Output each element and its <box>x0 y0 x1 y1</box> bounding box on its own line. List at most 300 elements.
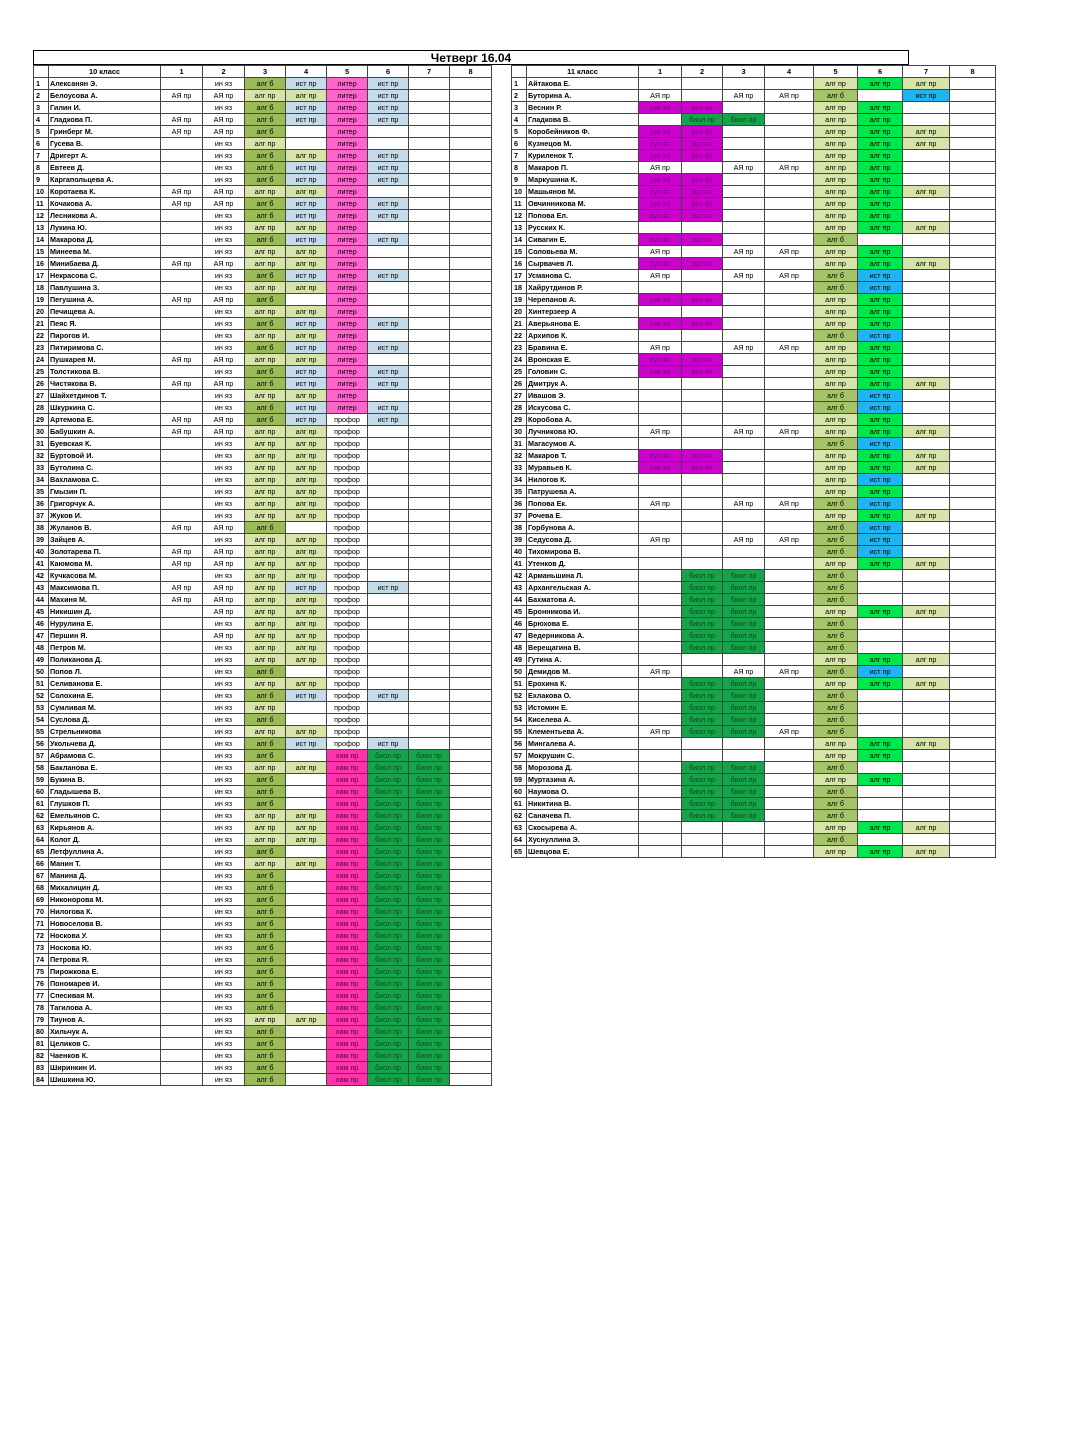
lesson-cell: алг пр <box>858 774 903 786</box>
table-row <box>512 210 996 222</box>
row-number: 25 <box>34 366 49 378</box>
row-number: 48 <box>34 642 49 654</box>
lesson-cell: биол пр <box>409 750 450 762</box>
lesson-cell: алг пр <box>245 246 286 258</box>
period-header: 5 <box>814 66 858 78</box>
lesson-cell: рус яз <box>682 258 723 270</box>
lesson-cell: АЯ пр <box>203 546 245 558</box>
student-name: Петров М. <box>49 642 161 654</box>
lesson-cell: алг пр <box>814 678 858 690</box>
lesson-cell <box>450 150 492 162</box>
lesson-cell: АЯ пр <box>723 666 765 678</box>
table-row <box>512 390 996 402</box>
table-row <box>512 582 996 594</box>
period-header: 1 <box>161 66 203 78</box>
lesson-cell <box>903 618 950 630</box>
lesson-cell <box>903 762 950 774</box>
table-row <box>512 486 996 498</box>
lesson-cell <box>639 222 682 234</box>
lesson-cell <box>723 102 765 114</box>
lesson-cell <box>409 414 450 426</box>
lesson-cell <box>450 450 492 462</box>
lesson-cell: АЯ пр <box>203 354 245 366</box>
lesson-cell <box>903 330 950 342</box>
lesson-cell: алг б <box>245 234 286 246</box>
lesson-cell <box>903 642 950 654</box>
lesson-cell <box>723 150 765 162</box>
lesson-cell: АЯ пр <box>161 558 203 570</box>
student-name: Искусова С. <box>527 402 639 414</box>
lesson-cell: алг пр <box>286 546 327 558</box>
lesson-cell <box>950 474 996 486</box>
lesson-cell: АЯ пр <box>161 522 203 534</box>
lesson-cell <box>765 582 814 594</box>
row-number: 22 <box>34 330 49 342</box>
lesson-cell: биол пр <box>409 822 450 834</box>
lesson-cell: ин яз <box>203 210 245 222</box>
lesson-cell <box>368 642 409 654</box>
table-row <box>34 486 492 498</box>
lesson-cell <box>450 642 492 654</box>
lesson-cell: алг пр <box>814 750 858 762</box>
lesson-cell: ист пр <box>903 90 950 102</box>
lesson-cell: ин яз <box>203 450 245 462</box>
lesson-cell: ин яз <box>203 486 245 498</box>
row-number: 46 <box>512 618 527 630</box>
lesson-cell <box>161 246 203 258</box>
lesson-cell <box>161 222 203 234</box>
lesson-cell <box>409 402 450 414</box>
row-number: 64 <box>512 834 527 846</box>
lesson-cell: биол пр <box>368 882 409 894</box>
lesson-cell <box>903 294 950 306</box>
row-number: 83 <box>34 1062 49 1074</box>
lesson-cell <box>950 798 996 810</box>
lesson-cell <box>765 570 814 582</box>
row-number: 44 <box>512 594 527 606</box>
lesson-cell: ин яз <box>203 618 245 630</box>
lesson-cell: алг пр <box>903 462 950 474</box>
lesson-cell <box>450 702 492 714</box>
row-number: 78 <box>34 1002 49 1014</box>
student-name: Арманьшина Л. <box>527 570 639 582</box>
lesson-cell: алг пр <box>245 594 286 606</box>
lesson-cell: ин яз <box>203 534 245 546</box>
lesson-cell <box>950 138 996 150</box>
lesson-cell: ин яз <box>203 150 245 162</box>
lesson-cell <box>368 246 409 258</box>
student-name: Клементьева А. <box>527 726 639 738</box>
student-name: Солохина Е. <box>49 690 161 702</box>
lesson-cell <box>450 786 492 798</box>
lesson-cell: алг пр <box>858 126 903 138</box>
student-name: Чистякова В. <box>49 378 161 390</box>
student-name: Жуланов В. <box>49 522 161 534</box>
lesson-cell: алг б <box>245 954 286 966</box>
lesson-cell <box>765 546 814 558</box>
lesson-cell: алг пр <box>245 618 286 630</box>
row-number: 13 <box>512 222 527 234</box>
lesson-cell <box>950 162 996 174</box>
lesson-cell: биол пр <box>723 642 765 654</box>
row-number: 10 <box>512 186 527 198</box>
student-name: Скосырева А. <box>527 822 639 834</box>
table-row <box>512 426 996 438</box>
student-name: Манин Т. <box>49 858 161 870</box>
lesson-cell: алг пр <box>814 342 858 354</box>
lesson-cell: АЯ пр <box>765 90 814 102</box>
lesson-cell: ист пр <box>368 582 409 594</box>
lesson-cell: алг б <box>245 966 286 978</box>
student-name: Ширинкин И. <box>49 1062 161 1074</box>
table-row <box>34 942 492 954</box>
table-row <box>512 786 996 798</box>
lesson-cell <box>161 618 203 630</box>
student-name: Пегушина А. <box>49 294 161 306</box>
lesson-cell: алг пр <box>814 426 858 438</box>
table-row <box>34 966 492 978</box>
lesson-cell: биол пр <box>409 1074 450 1086</box>
lesson-cell <box>639 810 682 822</box>
lesson-cell: алг пр <box>858 414 903 426</box>
lesson-cell: алг пр <box>245 390 286 402</box>
lesson-cell: биол пр <box>682 810 723 822</box>
row-number: 5 <box>512 126 527 138</box>
lesson-cell <box>950 78 996 90</box>
lesson-cell: алг пр <box>286 858 327 870</box>
row-number: 7 <box>512 150 527 162</box>
table-10-class <box>33 65 492 1086</box>
lesson-cell <box>161 870 203 882</box>
lesson-cell <box>858 618 903 630</box>
lesson-cell: алг б <box>245 78 286 90</box>
lesson-cell: алг пр <box>245 462 286 474</box>
lesson-cell: литер <box>327 102 368 114</box>
lesson-cell <box>723 210 765 222</box>
lesson-cell <box>450 138 492 150</box>
lesson-cell: ин яз <box>203 462 245 474</box>
lesson-cell: алг пр <box>858 306 903 318</box>
lesson-cell: алг б <box>245 918 286 930</box>
lesson-cell <box>639 378 682 390</box>
table-row <box>34 174 492 186</box>
lesson-cell <box>639 558 682 570</box>
lesson-cell: алг пр <box>858 378 903 390</box>
lesson-cell <box>765 306 814 318</box>
lesson-cell: алг пр <box>858 258 903 270</box>
lesson-cell: АЯ пр <box>723 162 765 174</box>
student-name: Шайхетдинов Т. <box>49 390 161 402</box>
lesson-cell <box>450 882 492 894</box>
lesson-cell: литер <box>327 354 368 366</box>
lesson-cell <box>682 342 723 354</box>
table-11-class <box>511 65 996 858</box>
table-row <box>512 498 996 510</box>
lesson-cell <box>450 198 492 210</box>
lesson-cell: рус яз <box>682 462 723 474</box>
lesson-cell: АЯ пр <box>639 534 682 546</box>
lesson-cell: ин яз <box>203 834 245 846</box>
row-number: 71 <box>34 918 49 930</box>
table-row <box>512 666 996 678</box>
lesson-cell <box>450 858 492 870</box>
lesson-cell: ин яз <box>203 810 245 822</box>
lesson-cell: хим пр <box>327 822 368 834</box>
lesson-cell: ин яз <box>203 954 245 966</box>
lesson-cell <box>950 186 996 198</box>
student-name: Минеева М. <box>49 246 161 258</box>
header-num <box>34 66 49 78</box>
lesson-cell <box>765 786 814 798</box>
lesson-cell <box>723 846 765 858</box>
student-name: Седусова Д. <box>527 534 639 546</box>
lesson-cell <box>858 786 903 798</box>
lesson-cell <box>639 738 682 750</box>
lesson-cell <box>723 174 765 186</box>
student-name: Кочакова А. <box>49 198 161 210</box>
lesson-cell: биол пр <box>409 762 450 774</box>
student-name: Целиков С. <box>49 1038 161 1050</box>
lesson-cell <box>450 798 492 810</box>
table-row <box>34 1050 492 1062</box>
student-name: Першин Я. <box>49 630 161 642</box>
lesson-cell: алг пр <box>286 150 327 162</box>
student-name: Гилин И. <box>49 102 161 114</box>
lesson-cell <box>409 198 450 210</box>
row-number: 5 <box>34 126 49 138</box>
table-row <box>34 474 492 486</box>
lesson-cell: ин яз <box>203 234 245 246</box>
lesson-cell: рус яз <box>639 318 682 330</box>
lesson-cell <box>682 486 723 498</box>
period-header: 7 <box>409 66 450 78</box>
student-name: Каргапольцева А. <box>49 174 161 186</box>
lesson-cell <box>409 366 450 378</box>
student-name: Архангельская А. <box>527 582 639 594</box>
student-name: Брюхова Е. <box>527 618 639 630</box>
lesson-cell: алг пр <box>286 426 327 438</box>
table-row <box>512 678 996 690</box>
lesson-cell <box>903 486 950 498</box>
lesson-cell <box>682 246 723 258</box>
lesson-cell <box>161 606 203 618</box>
lesson-cell: АЯ пр <box>203 294 245 306</box>
lesson-cell <box>161 642 203 654</box>
table-row <box>34 234 492 246</box>
lesson-cell <box>950 822 996 834</box>
lesson-cell: профор <box>327 690 368 702</box>
lesson-cell <box>723 78 765 90</box>
lesson-cell: АЯ пр <box>203 606 245 618</box>
lesson-cell: алг пр <box>858 210 903 222</box>
lesson-cell <box>450 726 492 738</box>
lesson-cell: АЯ пр <box>161 198 203 210</box>
lesson-cell: АЯ пр <box>161 258 203 270</box>
lesson-cell: алг пр <box>814 222 858 234</box>
lesson-cell <box>765 210 814 222</box>
lesson-cell: рус яз <box>682 318 723 330</box>
lesson-cell <box>903 162 950 174</box>
lesson-cell: алг б <box>814 282 858 294</box>
lesson-cell: ист пр <box>368 738 409 750</box>
student-name: Глушков П. <box>49 798 161 810</box>
lesson-cell: алг б <box>814 726 858 738</box>
student-name: Патрушева А. <box>527 486 639 498</box>
lesson-cell: алг пр <box>286 474 327 486</box>
lesson-cell: алг пр <box>814 198 858 210</box>
row-number: 53 <box>34 702 49 714</box>
lesson-cell: ин яз <box>203 510 245 522</box>
lesson-cell: алг пр <box>245 1014 286 1026</box>
lesson-cell: алг б <box>245 174 286 186</box>
lesson-cell <box>161 930 203 942</box>
row-number: 4 <box>512 114 527 126</box>
row-number: 15 <box>34 246 49 258</box>
lesson-cell: биол пр <box>723 618 765 630</box>
lesson-cell <box>682 846 723 858</box>
table-row <box>512 306 996 318</box>
lesson-cell: алг б <box>245 738 286 750</box>
lesson-cell <box>450 846 492 858</box>
row-number: 20 <box>34 306 49 318</box>
lesson-cell <box>409 690 450 702</box>
lesson-cell: профор <box>327 522 368 534</box>
lesson-cell <box>409 390 450 402</box>
lesson-cell: ист пр <box>858 546 903 558</box>
lesson-cell <box>450 402 492 414</box>
lesson-cell: алг пр <box>286 498 327 510</box>
lesson-cell <box>161 738 203 750</box>
table-row <box>34 978 492 990</box>
table-row <box>34 198 492 210</box>
row-number: 9 <box>34 174 49 186</box>
row-number: 65 <box>512 846 527 858</box>
table-row <box>512 702 996 714</box>
lesson-cell: ин яз <box>203 570 245 582</box>
table-row <box>512 330 996 342</box>
lesson-cell <box>765 654 814 666</box>
lesson-cell: АЯ пр <box>723 498 765 510</box>
lesson-cell: алг пр <box>858 114 903 126</box>
row-number: 13 <box>34 222 49 234</box>
lesson-cell <box>161 498 203 510</box>
lesson-cell: биол пр <box>723 630 765 642</box>
lesson-cell <box>450 606 492 618</box>
lesson-cell <box>161 102 203 114</box>
lesson-cell <box>765 846 814 858</box>
lesson-cell <box>723 750 765 762</box>
lesson-cell: ист пр <box>286 78 327 90</box>
lesson-cell <box>903 534 950 546</box>
lesson-cell: алг б <box>245 882 286 894</box>
table-row <box>512 534 996 546</box>
student-name: Хайрутдинов Р. <box>527 282 639 294</box>
lesson-cell <box>723 222 765 234</box>
lesson-cell <box>765 510 814 522</box>
lesson-cell: ин яз <box>203 342 245 354</box>
table-row <box>34 438 492 450</box>
lesson-cell: АЯ пр <box>765 246 814 258</box>
row-number: 27 <box>34 390 49 402</box>
lesson-cell <box>409 354 450 366</box>
lesson-cell <box>450 942 492 954</box>
lesson-cell: биол пр <box>682 582 723 594</box>
class-label: 11 класс <box>527 66 639 78</box>
lesson-cell <box>409 438 450 450</box>
lesson-cell: ин яз <box>203 666 245 678</box>
lesson-cell <box>950 834 996 846</box>
lesson-cell <box>368 606 409 618</box>
row-number: 18 <box>34 282 49 294</box>
table-row <box>512 462 996 474</box>
lesson-cell: ин яз <box>203 642 245 654</box>
lesson-cell: АЯ пр <box>203 414 245 426</box>
lesson-cell <box>903 114 950 126</box>
student-name: Рочева Е. <box>527 510 639 522</box>
lesson-cell <box>450 414 492 426</box>
lesson-cell: алг пр <box>245 258 286 270</box>
lesson-cell: алг б <box>814 690 858 702</box>
lesson-cell <box>450 282 492 294</box>
period-header: 6 <box>858 66 903 78</box>
lesson-cell: алг б <box>814 522 858 534</box>
lesson-cell: рус яз <box>682 294 723 306</box>
lesson-cell: рус яз <box>639 294 682 306</box>
lesson-cell <box>723 486 765 498</box>
lesson-cell: рус яз <box>639 150 682 162</box>
student-name: Гутина А. <box>527 654 639 666</box>
lesson-cell: алг пр <box>858 198 903 210</box>
lesson-cell: алг пр <box>903 738 950 750</box>
lesson-cell: биол пр <box>409 834 450 846</box>
period-header: 1 <box>639 66 682 78</box>
table-row <box>34 606 492 618</box>
lesson-cell: алг пр <box>286 306 327 318</box>
lesson-cell: биол пр <box>682 618 723 630</box>
lesson-cell: алг б <box>245 162 286 174</box>
student-name: Печищева А. <box>49 306 161 318</box>
lesson-cell: алг пр <box>858 150 903 162</box>
lesson-cell <box>368 438 409 450</box>
lesson-cell <box>161 1002 203 1014</box>
row-number: 2 <box>34 90 49 102</box>
student-name: Гладышева В. <box>49 786 161 798</box>
student-name: Зайцев А. <box>49 534 161 546</box>
table-row <box>512 186 996 198</box>
student-name: Поликанова Д. <box>49 654 161 666</box>
student-name: Нилогов К. <box>527 474 639 486</box>
lesson-cell <box>765 822 814 834</box>
lesson-cell <box>161 630 203 642</box>
lesson-cell <box>903 246 950 258</box>
lesson-cell <box>161 510 203 522</box>
student-name: Стрельникова <box>49 726 161 738</box>
lesson-cell <box>765 798 814 810</box>
student-name: Вронская Е. <box>527 354 639 366</box>
lesson-cell: алг б <box>245 342 286 354</box>
row-number: 59 <box>34 774 49 786</box>
table-row <box>512 246 996 258</box>
student-name: Евтеев Д. <box>49 162 161 174</box>
table-row <box>34 78 492 90</box>
lesson-cell: рус яз <box>682 198 723 210</box>
lesson-cell <box>450 306 492 318</box>
lesson-cell <box>639 306 682 318</box>
lesson-cell: алг б <box>814 234 858 246</box>
lesson-cell <box>903 390 950 402</box>
lesson-cell <box>765 750 814 762</box>
lesson-cell <box>409 330 450 342</box>
